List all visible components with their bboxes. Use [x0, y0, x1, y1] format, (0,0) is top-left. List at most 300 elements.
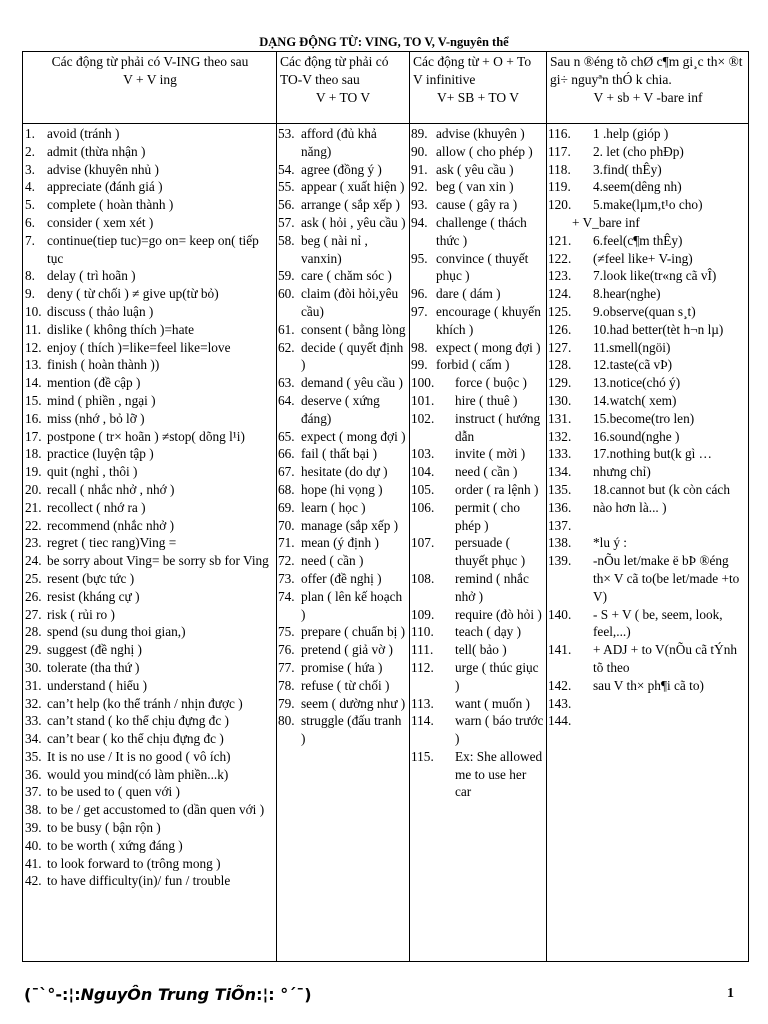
item-text: 10.had better(tèt h¬n lµ): [593, 321, 724, 337]
item-text: demand ( yêu cầu ): [301, 375, 403, 391]
item-text: 4.seem(dêng nh): [593, 179, 682, 195]
item-text: complete ( hoàn thành ): [47, 197, 174, 213]
header-line: Các động từ + O + To V infinitive: [413, 54, 532, 87]
item-number: 78.: [278, 677, 295, 693]
item-number: 67.: [278, 464, 295, 480]
item-number: 98.: [411, 339, 428, 355]
item-number: 134.: [548, 464, 572, 480]
item-text: instruct ( hướng dẫn: [455, 410, 541, 444]
item-text: (≠feel like+ V-ing): [593, 250, 693, 266]
item-text: miss (nhớ , bỏ lỡ ): [47, 410, 145, 426]
item-number: 105.: [411, 481, 435, 497]
item-text: seem ( dường như ): [301, 695, 406, 711]
item-text: It is no use / It is no good ( vô ích): [47, 748, 231, 764]
list-item: [278, 214, 408, 232]
item-number: 37.: [25, 784, 42, 800]
item-text: discuss ( thảo luận ): [47, 303, 154, 319]
item-text: finish ( hoàn thành )): [47, 357, 160, 373]
item-text: [585, 712, 748, 730]
list-item: [548, 463, 748, 481]
list-item: [278, 623, 408, 641]
list-item: [548, 321, 748, 339]
item-text: 15.become(tro len): [593, 410, 695, 426]
item-number: 121.: [548, 232, 572, 248]
column-divider: [276, 52, 277, 961]
item-number: 15.: [25, 392, 42, 408]
item-text: hire ( thuê ): [455, 392, 518, 408]
item-text: encourage ( khuyến khích ): [436, 303, 541, 337]
item-number: 95.: [411, 250, 428, 266]
list-item: [411, 641, 545, 659]
list-item: [548, 356, 748, 374]
item-text: + ADJ + to V(nÕu cã tÝnh tõ theo: [593, 642, 738, 675]
list-item: [25, 783, 274, 801]
signature-deco-left: (¯`°-:¦:: [24, 985, 81, 1004]
item-text: 13.notice(chó ý): [593, 375, 681, 391]
list-item: [278, 267, 408, 285]
header-line: Các động từ phải có TO-V theo sau: [280, 54, 389, 87]
list-item: [411, 748, 545, 801]
author-name: NguyÔn Trung TiÕn: [80, 985, 257, 1004]
item-text: admit (thừa nhận ): [47, 143, 146, 159]
item-number: 58.: [278, 232, 295, 248]
ving-verb-list: [25, 125, 274, 890]
list-item: [411, 214, 545, 250]
item-text: continue(tiep tuc)=go on= keep on( tiếp tục: [47, 232, 259, 266]
list-item: [25, 321, 274, 339]
item-number: 77.: [278, 659, 295, 675]
item-text: care ( chăm sóc ): [301, 268, 392, 284]
item-number: 97.: [411, 303, 428, 319]
item-number: 11.: [25, 321, 42, 337]
header-o-to-v: [411, 53, 545, 107]
item-number: 25.: [25, 570, 42, 586]
item-number: 18.: [25, 446, 42, 462]
header-line: V + sb + V -bare inf: [593, 90, 703, 105]
item-number: 64.: [278, 392, 295, 408]
list-item: [411, 499, 545, 535]
item-text: consent ( bằng lòng: [301, 321, 406, 337]
list-item: [411, 374, 545, 392]
item-text: 1 .help (gióp ): [593, 126, 669, 141]
item-number: 8.: [25, 268, 35, 284]
item-number: 70.: [278, 517, 295, 533]
item-text: Ex: She allowed me to use her car: [455, 748, 543, 800]
list-item: [548, 428, 748, 446]
item-number: 42.: [25, 873, 42, 889]
item-text: permit ( cho phép ): [455, 499, 520, 533]
item-number: 137.: [548, 517, 572, 533]
list-item: [548, 267, 748, 285]
list-item: [25, 374, 274, 392]
item-number: 112.: [411, 659, 434, 675]
list-item: [411, 392, 545, 410]
list-item: [25, 695, 274, 713]
item-text: offer (đề nghị ): [301, 570, 382, 586]
list-item: [278, 499, 408, 517]
item-text: suggest (đề nghị ): [47, 642, 142, 658]
list-item: [548, 214, 748, 232]
item-text: dare ( dám ): [436, 286, 501, 302]
list-item: [411, 250, 545, 286]
item-number: 108.: [411, 570, 435, 586]
item-number: 143.: [548, 695, 572, 711]
list-item: [548, 392, 748, 410]
list-item: [25, 267, 274, 285]
item-number: 71.: [278, 535, 295, 551]
item-number: 90.: [411, 143, 428, 159]
list-item: [278, 178, 408, 196]
item-text: nhưng chỉ): [593, 464, 651, 480]
page-number: 1: [727, 986, 734, 1001]
item-number: 35.: [25, 748, 42, 764]
item-number: 102.: [411, 410, 435, 426]
list-item: [278, 232, 408, 268]
list-item: [411, 463, 545, 481]
list-item: [278, 659, 408, 677]
list-item: [548, 125, 748, 143]
item-text: 8.hear(nghe): [593, 286, 661, 302]
list-item: [411, 659, 545, 695]
list-item: [278, 588, 408, 624]
item-number: 89.: [411, 126, 428, 141]
item-text: can’t bear ( ko thể chịu đựng đc ): [47, 731, 224, 747]
verb-pattern-table: [22, 51, 749, 962]
list-item: [278, 463, 408, 481]
list-item: [411, 356, 545, 374]
list-item: [25, 855, 274, 873]
item-text: agree (đồng ý ): [301, 161, 382, 177]
list-item: [278, 125, 408, 161]
item-text: + V_bare inf: [572, 214, 640, 230]
item-text: promise ( hứa ): [301, 659, 383, 675]
item-number: 56.: [278, 197, 295, 213]
o-to-v-verb-list: [411, 125, 545, 801]
list-item: [25, 499, 274, 517]
item-text: mean (ý định ): [301, 535, 379, 551]
list-item: [411, 143, 545, 161]
item-text: force ( buộc ): [455, 375, 527, 391]
header-line: V + TO V: [315, 90, 371, 105]
list-item: [411, 623, 545, 641]
item-text: to be / get accustomed to (dần quen với ): [47, 802, 265, 818]
item-text: 14.watch( xem): [593, 392, 677, 408]
item-number: 57.: [278, 214, 295, 230]
list-item: [278, 321, 408, 339]
item-number: 133.: [548, 446, 572, 462]
list-item: [548, 196, 748, 214]
item-number: 125.: [548, 303, 572, 319]
item-text: remind ( nhắc nhở ): [455, 570, 529, 604]
item-text: risk ( rủi ro ): [47, 606, 115, 622]
item-text: afford (đủ khả năng): [301, 126, 377, 159]
list-item: [411, 695, 545, 713]
item-number: 26.: [25, 588, 42, 604]
list-item: [25, 125, 274, 143]
item-number: 100.: [411, 375, 435, 391]
item-text: nào hơn là... ): [593, 499, 667, 515]
list-item: [278, 552, 408, 570]
item-number: 92.: [411, 179, 428, 195]
item-text: recollect ( nhớ ra ): [47, 499, 146, 515]
list-item: [548, 178, 748, 196]
item-number: 126.: [548, 321, 572, 337]
list-item: [25, 463, 274, 481]
list-item: [411, 196, 545, 214]
item-number: 36.: [25, 766, 42, 782]
list-item: [25, 570, 274, 588]
list-item: [278, 374, 408, 392]
item-text: forbid ( cấm ): [436, 357, 510, 373]
item-number: 109.: [411, 606, 435, 622]
item-text: [585, 695, 748, 713]
list-item: [25, 872, 274, 890]
list-item: [548, 232, 748, 250]
item-number: [548, 214, 572, 232]
item-text: spend (su dung thoi gian,): [47, 624, 186, 640]
item-number: 107.: [411, 535, 435, 551]
item-number: 119.: [548, 179, 571, 195]
item-text: to look forward to (trông mong ): [47, 855, 221, 871]
item-number: 21.: [25, 499, 42, 515]
item-number: 6.: [25, 214, 35, 230]
item-number: 54.: [278, 161, 295, 177]
list-item: [25, 641, 274, 659]
item-text: want ( muốn ): [455, 695, 530, 711]
list-item: [278, 695, 408, 713]
item-text: 12.taste(cã vÞ): [593, 357, 673, 373]
item-text: ask ( hỏi , yêu cầu ): [301, 214, 406, 230]
column-divider: [409, 52, 410, 961]
item-number: 55.: [278, 179, 295, 195]
item-text: practice (luyện tập ): [47, 446, 154, 462]
item-text: to be worth ( xứng đáng ): [47, 837, 183, 853]
item-number: 27.: [25, 606, 42, 622]
list-item: [411, 285, 545, 303]
item-text: need ( cần ): [455, 464, 518, 480]
list-item: [25, 410, 274, 428]
list-item: [278, 196, 408, 214]
list-item: [25, 178, 274, 196]
list-item: [25, 445, 274, 463]
item-text: recall ( nhắc nhở , nhớ ): [47, 481, 175, 497]
item-text: persuade ( thuyết phục ): [455, 535, 526, 569]
column-divider: [546, 52, 547, 961]
item-number: 53.: [278, 126, 295, 141]
item-number: 79.: [278, 695, 295, 711]
list-item: [411, 712, 545, 748]
list-item: [411, 339, 545, 357]
item-number: 75.: [278, 624, 295, 640]
item-number: 20.: [25, 481, 42, 497]
item-number: 23.: [25, 535, 42, 551]
list-item: [25, 214, 274, 232]
item-number: 5.: [25, 197, 35, 213]
item-number: 12.: [25, 339, 42, 355]
item-number: 80.: [278, 713, 295, 729]
item-number: 13.: [25, 357, 42, 373]
author-signature: [24, 985, 312, 1004]
item-text: pretend ( giả vờ ): [301, 642, 393, 658]
item-text: expect ( mong đợi ): [436, 339, 541, 355]
item-number: 34.: [25, 731, 42, 747]
item-text: appear ( xuất hiện ): [301, 179, 405, 195]
list-item: [548, 677, 748, 695]
item-number: 28.: [25, 624, 42, 640]
item-number: 129.: [548, 375, 572, 391]
item-text: - S + V ( be, seem, look, feel,...): [593, 606, 723, 640]
list-item: [25, 339, 274, 357]
list-item: [548, 641, 748, 677]
item-text: advise (khuyên nhủ ): [47, 161, 159, 177]
item-number: 7.: [25, 232, 35, 248]
item-text: recommend (nhắc nhở ): [47, 517, 175, 533]
item-number: 106.: [411, 499, 435, 515]
item-text: postpone ( tr× hoãn ) ≠stop( dõng l¹i): [47, 428, 245, 444]
list-item: [278, 712, 408, 748]
item-number: 74.: [278, 588, 295, 604]
item-number: 144.: [548, 713, 572, 729]
item-text: understand ( hiểu ): [47, 677, 148, 693]
item-number: 138.: [548, 535, 572, 551]
list-item: [25, 712, 274, 730]
list-item: [25, 143, 274, 161]
item-text: advise (khuyên ): [436, 126, 525, 141]
list-item: [548, 161, 748, 179]
item-number: 69.: [278, 499, 295, 515]
list-item: [25, 730, 274, 748]
item-text: struggle (đấu tranh ): [301, 713, 402, 747]
list-item: [411, 481, 545, 499]
list-item: [278, 570, 408, 588]
list-item: [278, 392, 408, 428]
item-number: 19.: [25, 464, 42, 480]
list-item: [25, 517, 274, 535]
item-text: tell( bảo ): [455, 642, 507, 658]
list-item: [278, 641, 408, 659]
item-number: 10.: [25, 303, 42, 319]
item-number: 32.: [25, 695, 42, 711]
item-text: invite ( mời ): [455, 446, 526, 462]
item-number: 73.: [278, 570, 295, 586]
list-item: [278, 445, 408, 463]
item-text: be sorry about Ving= be sorry sb for Ving: [47, 553, 269, 569]
item-number: 124.: [548, 286, 572, 302]
list-item: [548, 534, 748, 552]
list-item: [25, 356, 274, 374]
item-text: decide ( quyết định ): [301, 339, 404, 373]
item-number: 59.: [278, 268, 295, 284]
item-text: deny ( từ chối ) ≠ give up(từ bỏ): [47, 286, 219, 302]
item-text: resent (bực tức ): [47, 570, 135, 586]
item-text: beg ( nài nỉ , vanxin): [301, 232, 368, 266]
item-text: delay ( trì hoãn ): [47, 268, 136, 284]
item-text: dislike ( không thích )=hate: [47, 321, 195, 337]
item-text: convince ( thuyết phục ): [436, 250, 529, 284]
list-item: [25, 428, 274, 446]
item-text: -nÕu let/make ë bÞ ®éng th× V cã to(be let/made +to V): [593, 553, 740, 604]
list-item: [25, 481, 274, 499]
item-text: claim (đòi hỏi,yêu cầu): [301, 286, 399, 319]
list-item: [411, 606, 545, 624]
item-text: learn ( học ): [301, 499, 366, 515]
list-item: [411, 303, 545, 339]
item-number: 111.: [411, 642, 434, 658]
list-item: [548, 552, 748, 605]
item-text: allow ( cho phép ): [436, 143, 533, 159]
list-item: [411, 178, 545, 196]
item-number: 101.: [411, 392, 435, 408]
list-item: [25, 534, 274, 552]
item-number: 135.: [548, 481, 572, 497]
item-text: prepare ( chuẩn bị ): [301, 624, 406, 640]
signature-deco-right: :¦: °´¯): [256, 985, 312, 1004]
item-text: arrange ( sắp xếp ): [301, 197, 400, 213]
item-number: 120.: [548, 197, 572, 213]
item-number: 94.: [411, 214, 428, 230]
item-number: 93.: [411, 197, 428, 213]
list-item: [411, 534, 545, 570]
item-number: 117.: [548, 143, 571, 159]
list-item: [278, 339, 408, 375]
list-item: [25, 819, 274, 837]
item-number: 14.: [25, 375, 42, 391]
document-title: DẠNG ĐỘNG TỪ: VING, TO V, V-nguyên thể: [259, 35, 509, 49]
item-text: ask ( yêu cầu ): [436, 161, 514, 177]
item-text: can’t help (ko thể tránh / nhịn được ): [47, 695, 243, 711]
item-number: 103.: [411, 446, 435, 462]
item-number: 9.: [25, 286, 35, 302]
item-text: hope (hi vọng ): [301, 481, 383, 497]
item-number: 40.: [25, 837, 42, 853]
item-text: deserve ( xứng đáng): [301, 392, 380, 426]
list-item: [411, 125, 545, 143]
item-text: sau V th× ph¶i cã to): [593, 677, 704, 693]
list-item: [411, 570, 545, 606]
item-number: 128.: [548, 357, 572, 373]
item-number: 104.: [411, 464, 435, 480]
item-text: appreciate (đánh giá ): [47, 179, 163, 195]
list-item: [548, 517, 748, 535]
list-item: [25, 606, 274, 624]
item-text: 5.make(lµm,t¹o cho): [593, 197, 703, 213]
list-item: [548, 374, 748, 392]
bare-inf-verb-list: [548, 125, 748, 730]
list-item: [25, 196, 274, 214]
list-item: [25, 303, 274, 321]
header-bare-inf: [548, 53, 748, 107]
item-text: 6.feel(c¶m thÊy): [593, 232, 683, 248]
item-number: 39.: [25, 820, 42, 836]
list-item: [411, 161, 545, 179]
item-text: 11.smell(ngöi): [593, 339, 671, 355]
item-text: resist (kháng cự ): [47, 588, 140, 604]
item-text: quit (nghỉ , thôi ): [47, 464, 138, 480]
item-text: 3.find( thÊy): [593, 161, 662, 177]
item-number: 114.: [411, 713, 434, 729]
item-text: cause ( gây ra ): [436, 197, 518, 213]
item-text: tolerate (tha thứ ): [47, 659, 140, 675]
item-text: plan ( lên kế hoạch ): [301, 588, 403, 622]
item-number: 132.: [548, 428, 572, 444]
item-text: mind ( phiền , ngại ): [47, 392, 156, 408]
item-number: 123.: [548, 268, 572, 284]
item-text: 18.cannot but (k còn cách: [593, 481, 730, 497]
item-number: 127.: [548, 339, 572, 355]
item-number: 110.: [411, 624, 434, 640]
item-text: teach ( dạy ): [455, 624, 522, 640]
item-number: 16.: [25, 410, 42, 426]
